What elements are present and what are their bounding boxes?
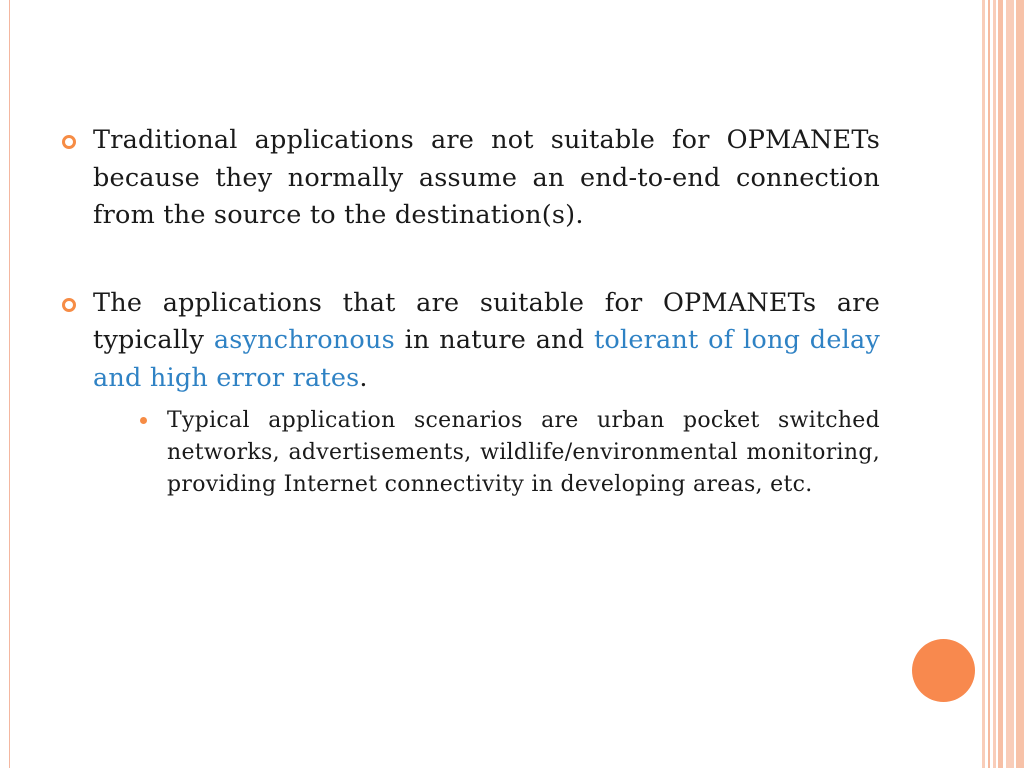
ring-bullet-icon bbox=[62, 135, 76, 149]
right-stripe bbox=[998, 0, 1003, 768]
bullet-text bbox=[93, 285, 880, 398]
sub-bullet-item bbox=[93, 405, 880, 501]
bullet-text-segment: in nature and bbox=[394, 325, 594, 355]
slide-content bbox=[60, 122, 880, 501]
right-stripe bbox=[1016, 0, 1024, 768]
bullet-item bbox=[60, 122, 880, 235]
decorative-circle bbox=[912, 639, 975, 702]
left-border bbox=[9, 0, 10, 768]
ring-bullet-icon bbox=[62, 298, 76, 312]
right-stripe bbox=[988, 0, 990, 768]
bullet-text-segment: . bbox=[359, 362, 368, 393]
bullet-item bbox=[60, 285, 880, 502]
right-stripe bbox=[993, 0, 996, 768]
bullet-text-segment: The applications that are suitable for OPMANETs are typically bbox=[93, 287, 880, 355]
dot-bullet-icon bbox=[140, 417, 147, 424]
highlight-text: asynchronous bbox=[213, 325, 395, 355]
right-stripe bbox=[982, 0, 985, 768]
highlight-text: tolerant of long delay and high error rates bbox=[93, 325, 880, 393]
bullet-text: Traditional applications are not suitable for OPMANETs because they normally assume an end-to-end connection from the source to the destination(s). bbox=[93, 125, 880, 230]
sub-bullet-text: Typical application scenarios are urban pocket switched networks, advertisements, wildlife/environmental monitoring, providing Internet connectivity in developing areas, etc. bbox=[167, 408, 880, 497]
right-stripe bbox=[1006, 0, 1014, 768]
